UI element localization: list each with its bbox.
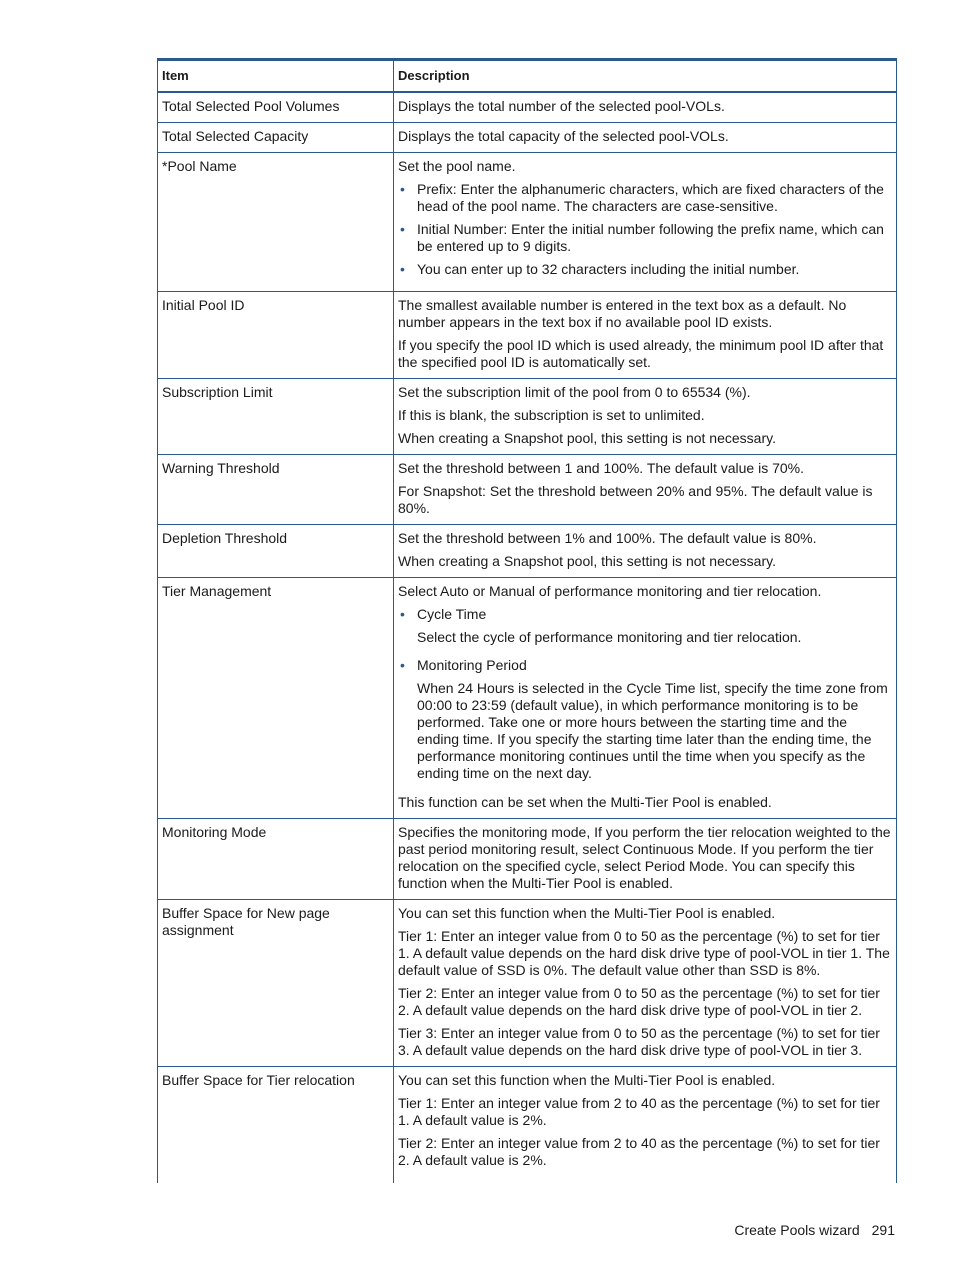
description-text: Select Auto or Manual of performance monitoring and tier relocation.	[398, 583, 822, 599]
bullet-icon: •	[400, 657, 405, 673]
bullet-text: Initial Number: Enter the initial number following the prefix name, which can be entered up to 9 digits.	[417, 221, 884, 254]
description-text: This function can be set when the Multi-Tier Pool is enabled.	[398, 794, 772, 810]
table-row	[158, 455, 897, 525]
description-cell	[394, 123, 897, 153]
description-text: Tier 1: Enter an integer value from 0 to 50 as the percentage (%) to set for tier 1. A default value depends on the hard disk drive type of pool-VOL in tier 1. The default value of SSD is 0%. The default value other than SSD is 8%.	[398, 928, 890, 978]
bullet-detail: Select the cycle of performance monitoring and tier relocation.	[417, 629, 802, 645]
item-cell: Warning Threshold	[158, 455, 394, 525]
description-cell	[394, 525, 897, 578]
description-text: Tier 3: Enter an integer value from 0 to 50 as the percentage (%) to set for tier 3. A default value depends on the hard disk drive type of pool-VOL in tier 3.	[398, 1025, 880, 1058]
bullet-icon: •	[400, 221, 405, 237]
item-cell: Buffer Space for New page assignment	[158, 900, 394, 1067]
bullet-text: You can enter up to 32 characters including the initial number.	[417, 261, 800, 277]
table-row	[158, 123, 897, 153]
list-item	[400, 261, 892, 278]
item-cell: *Pool Name	[158, 153, 394, 292]
description-text: If this is blank, the subscription is set to unlimited.	[398, 407, 705, 423]
bullet-text: Prefix: Enter the alphanumeric characters, which are fixed characters of the head of the pool name. The characters are case-sensitive.	[417, 181, 884, 214]
item-cell: Buffer Space for Tier relocation	[158, 1067, 394, 1184]
description-cell	[394, 819, 897, 900]
footer-section-title: Create Pools wizard	[734, 1222, 860, 1238]
table-row	[158, 379, 897, 455]
header-description: Description	[394, 60, 897, 93]
table-row	[158, 578, 897, 819]
description-text: Tier 2: Enter an integer value from 0 to 50 as the percentage (%) to set for tier 2. A default value depends on the hard disk drive type of pool-VOL in tier 2.	[398, 985, 880, 1018]
description-text: You can set this function when the Multi-Tier Pool is enabled.	[398, 1072, 776, 1088]
table-row	[158, 292, 897, 379]
item-cell: Subscription Limit	[158, 379, 394, 455]
table-row	[158, 153, 897, 292]
bullet-icon: •	[400, 606, 405, 622]
bullet-detail: When 24 Hours is selected in the Cycle Time list, specify the time zone from 00:00 to 23:59 (default value), in which performance monitoring is to be performed. Take one or more hours between the starting time and the ending time. If you specify the starting time later than the ending time, the performance monitoring continues until the time when you specify as the ending time on the next day.	[417, 680, 888, 781]
description-cell	[394, 455, 897, 525]
description-text: Tier 1: Enter an integer value from 2 to 40 as the percentage (%) to set for tier 1. A default value is 2%.	[398, 1095, 880, 1128]
item-cell: Depletion Threshold	[158, 525, 394, 578]
description-text: When creating a Snapshot pool, this setting is not necessary.	[398, 430, 776, 446]
table-header-row	[158, 60, 897, 93]
table-row	[158, 819, 897, 900]
description-text: Set the threshold between 1% and 100%. The default value is 80%.	[398, 530, 817, 546]
description-text: Set the threshold between 1 and 100%. The default value is 70%.	[398, 460, 805, 476]
item-cell: Total Selected Capacity	[158, 123, 394, 153]
bullet-text: Cycle Time	[417, 606, 487, 622]
header-item: Item	[158, 60, 394, 93]
bullet-list	[398, 606, 892, 782]
bullet-icon: •	[400, 261, 405, 277]
description-cell	[394, 292, 897, 379]
description-cell	[394, 379, 897, 455]
description-text: If you specify the pool ID which is used already, the minimum pool ID after that the specified pool ID is automatically set.	[398, 337, 884, 370]
page-number: 291	[871, 1222, 895, 1238]
bullet-list	[398, 181, 892, 278]
description-cell	[394, 578, 897, 819]
item-cell: Monitoring Mode	[158, 819, 394, 900]
item-cell: Total Selected Pool Volumes	[158, 92, 394, 123]
table-row	[158, 92, 897, 123]
item-cell: Tier Management	[158, 578, 394, 819]
description-cell	[394, 153, 897, 292]
item-cell: Initial Pool ID	[158, 292, 394, 379]
bullet-text: Monitoring Period	[417, 657, 527, 673]
description-text: You can set this function when the Multi-Tier Pool is enabled.	[398, 905, 776, 921]
list-item	[400, 606, 892, 646]
description-text: Set the subscription limit of the pool from 0 to 65534 (%).	[398, 384, 751, 400]
list-item	[400, 657, 892, 782]
description-text: Specifies the monitoring mode, If you perform the tier relocation weighted to the past period monitoring result, select Continuous Mode. If you perform the tier relocation on the specified cycle, select Period Mode. You can specify this function when the Multi-Tier Pool is enabled.	[398, 824, 891, 891]
description-text: The smallest available number is entered in the text box as a default. No number appears in the text box if no available pool ID exists.	[398, 297, 847, 330]
bullet-icon: •	[400, 181, 405, 197]
description-text: Tier 2: Enter an integer value from 2 to 40 as the percentage (%) to set for tier 2. A default value is 2%.	[398, 1135, 880, 1168]
parameter-table	[157, 58, 897, 1183]
description-text: For Snapshot: Set the threshold between 20% and 95%. The default value is 80%.	[398, 483, 873, 516]
description-text: When creating a Snapshot pool, this setting is not necessary.	[398, 553, 776, 569]
list-item	[400, 181, 892, 215]
description-cell	[394, 900, 897, 1067]
description-cell	[394, 92, 897, 123]
page-footer	[734, 1222, 895, 1239]
table-row	[158, 900, 897, 1067]
list-item	[400, 221, 892, 255]
parameter-table-container	[157, 58, 896, 1183]
table-row	[158, 525, 897, 578]
description-text: Displays the total capacity of the selected pool-VOLs.	[398, 128, 729, 144]
table-row	[158, 1067, 897, 1184]
description-text: Displays the total number of the selected pool-VOLs.	[398, 98, 725, 114]
description-cell	[394, 1067, 897, 1184]
description-text: Set the pool name.	[398, 158, 516, 174]
